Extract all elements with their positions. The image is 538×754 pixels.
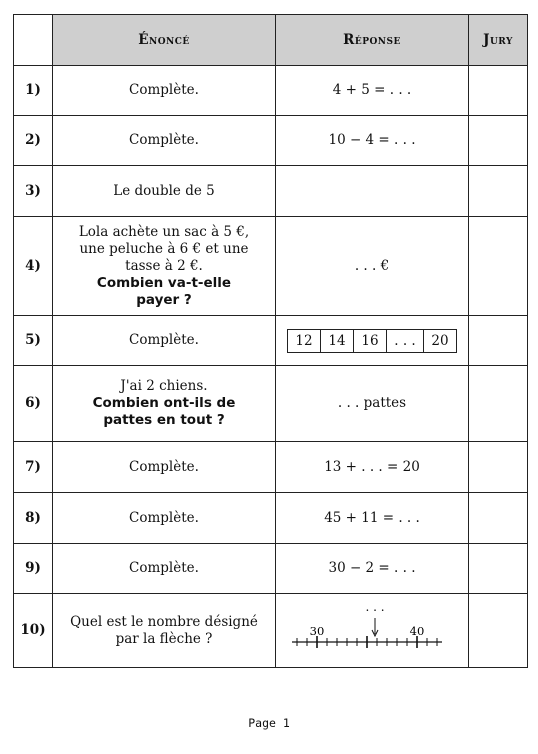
header-enonce: Énoncé (53, 15, 276, 66)
number-line (292, 597, 452, 659)
jury-cell[interactable] (469, 66, 528, 116)
sequence-box: 14 (320, 330, 353, 352)
table-row (14, 116, 528, 166)
question-number: 1) (14, 66, 53, 116)
answer-cell[interactable]: 4 + 5 = . . . (276, 66, 469, 116)
answer-cell[interactable]: . . . € (276, 217, 469, 316)
table-row (14, 166, 528, 217)
sequence-box: 12 (295, 332, 313, 349)
statement-line: Quel est le nombre désigné (70, 613, 258, 630)
statement-line: par la flèche ? (115, 630, 213, 647)
question-number: 8) (14, 493, 53, 544)
answer-cell[interactable]: 45 + 11 = . . . (276, 493, 469, 544)
end-label: 40 (409, 624, 425, 638)
jury-cell[interactable] (469, 594, 528, 668)
table-row (14, 594, 528, 668)
table-row (14, 442, 528, 493)
jury-cell[interactable] (469, 316, 528, 366)
question-statement: Complète. (53, 442, 276, 493)
answer-cell[interactable]: 30 − 2 = . . . (276, 544, 469, 594)
jury-cell[interactable] (469, 366, 528, 442)
jury-cell[interactable] (469, 116, 528, 166)
question-statement (53, 217, 276, 316)
statement-line: Lola achète un sac à 5 €, (78, 223, 250, 240)
statement-line: J'ai 2 chiens. (120, 378, 208, 394)
start-label: 30 (309, 624, 325, 638)
number-sequence (287, 329, 457, 353)
question-number: 9) (14, 544, 53, 594)
question-number: 4) (14, 217, 53, 316)
jury-cell[interactable] (469, 493, 528, 544)
question-number: 10) (14, 594, 53, 668)
statement-line: une peluche à 6 € et une (79, 240, 249, 257)
statement-question-line: payer ? (136, 291, 192, 308)
answer-cell[interactable] (276, 166, 469, 217)
statement-question-line: pattes en tout ? (103, 412, 225, 428)
table-row (14, 366, 528, 442)
sequence-box-blank[interactable]: . . . (386, 330, 423, 352)
question-statement: Le double de 5 (53, 166, 276, 217)
sequence-box: 20 (423, 330, 456, 352)
answer-cell[interactable] (276, 316, 469, 366)
question-statement: Complète. (53, 544, 276, 594)
header-reponse: Réponse (276, 15, 469, 66)
header-jury: Jury (469, 15, 528, 66)
statement-question-line: Combien va-t-elle (96, 274, 232, 291)
jury-cell[interactable] (469, 166, 528, 217)
question-statement: Complète. (53, 116, 276, 166)
jury-cell[interactable] (469, 217, 528, 316)
question-statement (53, 366, 276, 442)
answer-cell[interactable]: 10 − 4 = . . . (276, 116, 469, 166)
statement-question-line: Combien ont-ils de (92, 395, 236, 411)
question-number: 2) (14, 116, 53, 166)
question-number: 6) (14, 366, 53, 442)
header-blank-cell (14, 15, 53, 66)
answer-cell (276, 594, 469, 668)
table-row (14, 66, 528, 116)
table-row (14, 544, 528, 594)
question-number: 7) (14, 442, 53, 493)
table-row (14, 493, 528, 544)
page-footer: Page 1 (248, 716, 290, 730)
statement-line: tasse à 2 €. (125, 257, 203, 274)
answer-cell[interactable]: 13 + . . . = 20 (276, 442, 469, 493)
sequence-box: 16 (353, 330, 386, 352)
question-statement: Complète. (53, 493, 276, 544)
table-row (14, 316, 528, 366)
question-number: 5) (14, 316, 53, 366)
question-statement (53, 594, 276, 668)
jury-cell[interactable] (469, 544, 528, 594)
quiz-table (13, 14, 528, 668)
jury-cell[interactable] (469, 442, 528, 493)
question-statement: Complète. (53, 66, 276, 116)
table-row (14, 217, 528, 316)
question-statement: Complète. (53, 316, 276, 366)
answer-cell[interactable]: . . . pattes (276, 366, 469, 442)
arrow-label: . . . (365, 600, 385, 614)
question-number: 3) (14, 166, 53, 217)
